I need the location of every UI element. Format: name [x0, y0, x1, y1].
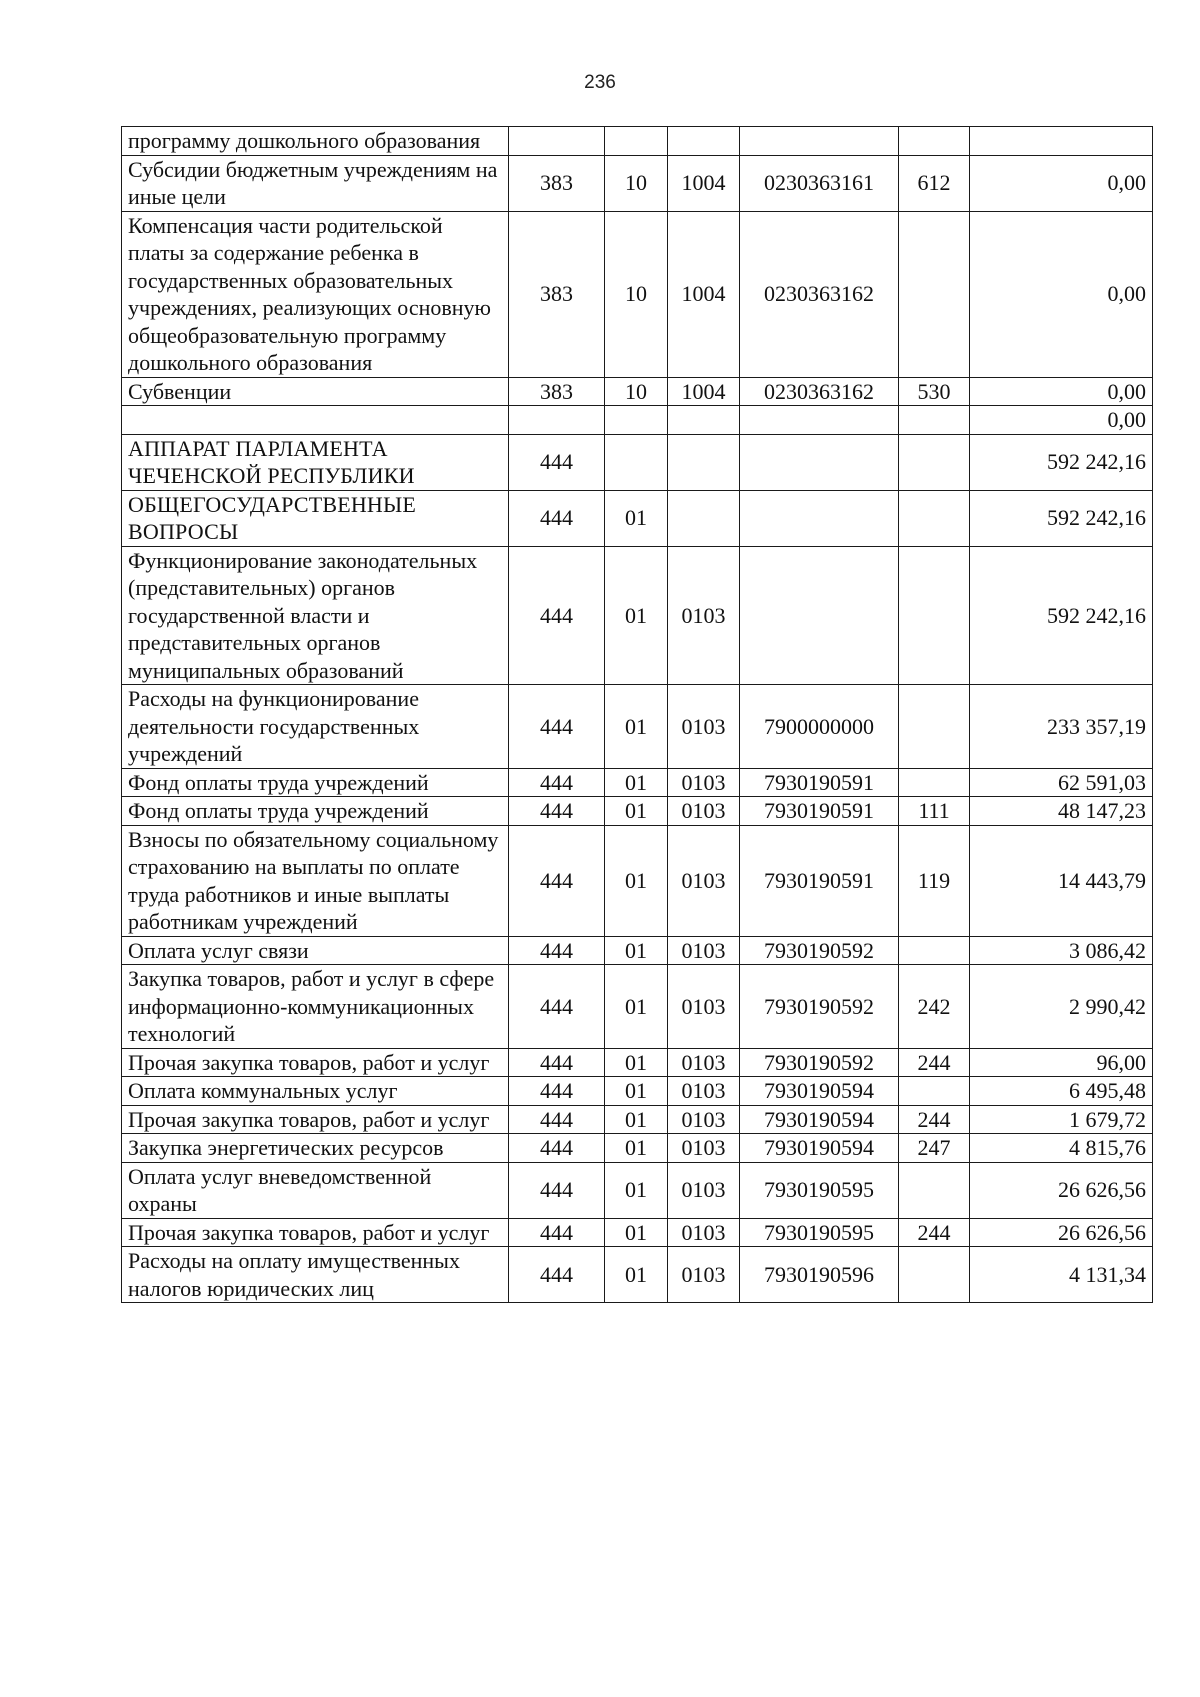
row-gr-code: 444	[509, 1105, 605, 1134]
row-csr-code: 7930190594	[740, 1134, 899, 1163]
row-vr-code	[899, 406, 970, 435]
row-amount: 592 242,16	[970, 434, 1153, 490]
row-vr-code: 119	[899, 825, 970, 936]
row-pr-code	[668, 434, 740, 490]
row-name: АППАРАТ ПАРЛАМЕНТА ЧЕЧЕНСКОЙ РЕСПУБЛИКИ	[122, 434, 509, 490]
row-csr-code: 7930190594	[740, 1077, 899, 1106]
row-pr-code	[668, 490, 740, 546]
row-vr-code: 111	[899, 797, 970, 826]
table-row	[122, 768, 1153, 797]
row-gr-code: 444	[509, 797, 605, 826]
row-rz-code: 01	[605, 1048, 668, 1077]
row-vr-code: 242	[899, 965, 970, 1049]
row-csr-code	[740, 490, 899, 546]
row-csr-code	[740, 127, 899, 156]
row-rz-code: 10	[605, 155, 668, 211]
table-row	[122, 490, 1153, 546]
row-gr-code: 383	[509, 377, 605, 406]
row-amount: 48 147,23	[970, 797, 1153, 826]
row-gr-code: 444	[509, 685, 605, 769]
row-amount: 1 679,72	[970, 1105, 1153, 1134]
row-vr-code	[899, 936, 970, 965]
row-rz-code: 01	[605, 685, 668, 769]
page-number: 236	[584, 72, 616, 93]
row-amount: 0,00	[970, 155, 1153, 211]
row-pr-code	[668, 127, 740, 156]
row-pr-code: 0103	[668, 768, 740, 797]
row-gr-code: 383	[509, 155, 605, 211]
row-vr-code	[899, 490, 970, 546]
row-name: Субсидии бюджетным учреждениям на иные цели	[122, 155, 509, 211]
row-rz-code: 01	[605, 1247, 668, 1303]
row-gr-code: 444	[509, 1077, 605, 1106]
row-vr-code: 247	[899, 1134, 970, 1163]
row-rz-code: 01	[605, 1077, 668, 1106]
table-row	[122, 1077, 1153, 1106]
table-row	[122, 155, 1153, 211]
row-gr-code: 444	[509, 1134, 605, 1163]
row-amount: 0,00	[970, 377, 1153, 406]
row-rz-code: 01	[605, 768, 668, 797]
row-name: Фонд оплаты труда учреждений	[122, 797, 509, 826]
row-pr-code: 0103	[668, 825, 740, 936]
row-rz-code: 01	[605, 825, 668, 936]
row-gr-code	[509, 406, 605, 435]
row-vr-code: 244	[899, 1105, 970, 1134]
row-name: Прочая закупка товаров, работ и услуг	[122, 1105, 509, 1134]
table-row	[122, 936, 1153, 965]
row-gr-code: 444	[509, 490, 605, 546]
table-row	[122, 965, 1153, 1049]
row-vr-code	[899, 127, 970, 156]
row-name: ОБЩЕГОСУДАРСТВЕННЫЕ ВОПРОСЫ	[122, 490, 509, 546]
row-name: Прочая закупка товаров, работ и услуг	[122, 1218, 509, 1247]
row-amount: 26 626,56	[970, 1162, 1153, 1218]
row-csr-code: 0230363162	[740, 377, 899, 406]
row-name: программу дошкольного образования	[122, 127, 509, 156]
row-name: Оплата коммунальных услуг	[122, 1077, 509, 1106]
row-csr-code: 7930190595	[740, 1218, 899, 1247]
row-csr-code	[740, 406, 899, 435]
row-rz-code: 01	[605, 1162, 668, 1218]
table-row	[122, 127, 1153, 156]
row-vr-code	[899, 768, 970, 797]
table-row	[122, 1105, 1153, 1134]
table-row	[122, 377, 1153, 406]
row-pr-code: 0103	[668, 797, 740, 826]
row-amount: 2 990,42	[970, 965, 1153, 1049]
row-vr-code	[899, 1162, 970, 1218]
row-csr-code: 7930190594	[740, 1105, 899, 1134]
row-name: Функционирование законодательных (представительных) органов государственной власти и представительных органов муниципальных образований	[122, 546, 509, 685]
row-csr-code: 7930190591	[740, 797, 899, 826]
row-pr-code: 0103	[668, 1247, 740, 1303]
row-rz-code	[605, 127, 668, 156]
row-name: Расходы на оплату имущественных налогов юридических лиц	[122, 1247, 509, 1303]
row-gr-code: 444	[509, 1162, 605, 1218]
table-row	[122, 1247, 1153, 1303]
row-name: Закупка товаров, работ и услуг в сфере информационно-коммуникационных технологий	[122, 965, 509, 1049]
row-rz-code: 01	[605, 1218, 668, 1247]
row-rz-code: 01	[605, 797, 668, 826]
row-csr-code: 7930190592	[740, 1048, 899, 1077]
row-vr-code	[899, 434, 970, 490]
row-rz-code: 10	[605, 377, 668, 406]
row-name: Субвенции	[122, 377, 509, 406]
row-pr-code: 0103	[668, 546, 740, 685]
row-csr-code: 0230363162	[740, 211, 899, 377]
row-csr-code: 7930190596	[740, 1247, 899, 1303]
row-vr-code	[899, 211, 970, 377]
row-vr-code	[899, 685, 970, 769]
table-row	[122, 546, 1153, 685]
row-csr-code: 7930190592	[740, 965, 899, 1049]
row-csr-code: 7930190592	[740, 936, 899, 965]
table-row	[122, 1134, 1153, 1163]
row-name	[122, 406, 509, 435]
row-csr-code: 7930190591	[740, 768, 899, 797]
table-row	[122, 1218, 1153, 1247]
row-pr-code: 1004	[668, 377, 740, 406]
row-pr-code: 0103	[668, 1105, 740, 1134]
table-row	[122, 685, 1153, 769]
row-gr-code: 444	[509, 1247, 605, 1303]
row-csr-code: 0230363161	[740, 155, 899, 211]
row-csr-code: 7930190591	[740, 825, 899, 936]
table-row	[122, 211, 1153, 377]
row-amount: 592 242,16	[970, 546, 1153, 685]
row-pr-code	[668, 406, 740, 435]
budget-table	[121, 126, 1153, 1303]
row-amount: 0,00	[970, 406, 1153, 435]
row-name: Взносы по обязательному социальному страхованию на выплаты по оплате труда работников и иные выплаты работникам учреждений	[122, 825, 509, 936]
row-amount: 4 131,34	[970, 1247, 1153, 1303]
table-row	[122, 434, 1153, 490]
row-csr-code: 7900000000	[740, 685, 899, 769]
row-gr-code: 444	[509, 936, 605, 965]
row-pr-code: 0103	[668, 685, 740, 769]
row-rz-code	[605, 434, 668, 490]
row-rz-code: 01	[605, 936, 668, 965]
row-name: Закупка энергетических ресурсов	[122, 1134, 509, 1163]
row-name: Прочая закупка товаров, работ и услуг	[122, 1048, 509, 1077]
row-amount: 96,00	[970, 1048, 1153, 1077]
row-gr-code: 444	[509, 546, 605, 685]
row-gr-code: 444	[509, 965, 605, 1049]
row-amount: 3 086,42	[970, 936, 1153, 965]
row-gr-code	[509, 127, 605, 156]
row-pr-code: 0103	[668, 1134, 740, 1163]
row-pr-code: 0103	[668, 1162, 740, 1218]
row-csr-code	[740, 546, 899, 685]
row-amount: 6 495,48	[970, 1077, 1153, 1106]
table-row	[122, 825, 1153, 936]
row-pr-code: 0103	[668, 936, 740, 965]
row-rz-code: 01	[605, 490, 668, 546]
row-csr-code: 7930190595	[740, 1162, 899, 1218]
row-rz-code: 01	[605, 965, 668, 1049]
row-pr-code: 0103	[668, 1077, 740, 1106]
row-name: Компенсация части родительской платы за содержание ребенка в государственных образовательных учреждениях, реализующих основную общеобразовательную программу дошкольного образования	[122, 211, 509, 377]
table-row	[122, 1162, 1153, 1218]
row-name: Расходы на функционирование деятельности государственных учреждений	[122, 685, 509, 769]
row-gr-code: 444	[509, 1048, 605, 1077]
row-pr-code: 0103	[668, 965, 740, 1049]
row-pr-code: 0103	[668, 1218, 740, 1247]
row-pr-code: 0103	[668, 1048, 740, 1077]
row-amount	[970, 127, 1153, 156]
row-vr-code: 530	[899, 377, 970, 406]
row-name: Оплата услуг вневедомственной охраны	[122, 1162, 509, 1218]
row-gr-code: 444	[509, 768, 605, 797]
row-vr-code: 244	[899, 1218, 970, 1247]
row-amount: 14 443,79	[970, 825, 1153, 936]
row-gr-code: 444	[509, 434, 605, 490]
row-gr-code: 383	[509, 211, 605, 377]
row-csr-code	[740, 434, 899, 490]
row-vr-code	[899, 1077, 970, 1106]
row-rz-code	[605, 406, 668, 435]
row-rz-code: 10	[605, 211, 668, 377]
row-amount: 4 815,76	[970, 1134, 1153, 1163]
row-name: Фонд оплаты труда учреждений	[122, 768, 509, 797]
row-rz-code: 01	[605, 1134, 668, 1163]
row-vr-code: 612	[899, 155, 970, 211]
row-vr-code	[899, 546, 970, 685]
row-amount: 26 626,56	[970, 1218, 1153, 1247]
row-vr-code	[899, 1247, 970, 1303]
table-row	[122, 1048, 1153, 1077]
row-amount: 233 357,19	[970, 685, 1153, 769]
row-gr-code: 444	[509, 1218, 605, 1247]
row-pr-code: 1004	[668, 211, 740, 377]
budget-table-body	[122, 127, 1153, 1303]
row-amount: 0,00	[970, 211, 1153, 377]
table-row	[122, 797, 1153, 826]
row-vr-code: 244	[899, 1048, 970, 1077]
table-row	[122, 406, 1153, 435]
row-gr-code: 444	[509, 825, 605, 936]
row-name: Оплата услуг связи	[122, 936, 509, 965]
row-rz-code: 01	[605, 546, 668, 685]
row-amount: 62 591,03	[970, 768, 1153, 797]
row-rz-code: 01	[605, 1105, 668, 1134]
row-pr-code: 1004	[668, 155, 740, 211]
row-amount: 592 242,16	[970, 490, 1153, 546]
